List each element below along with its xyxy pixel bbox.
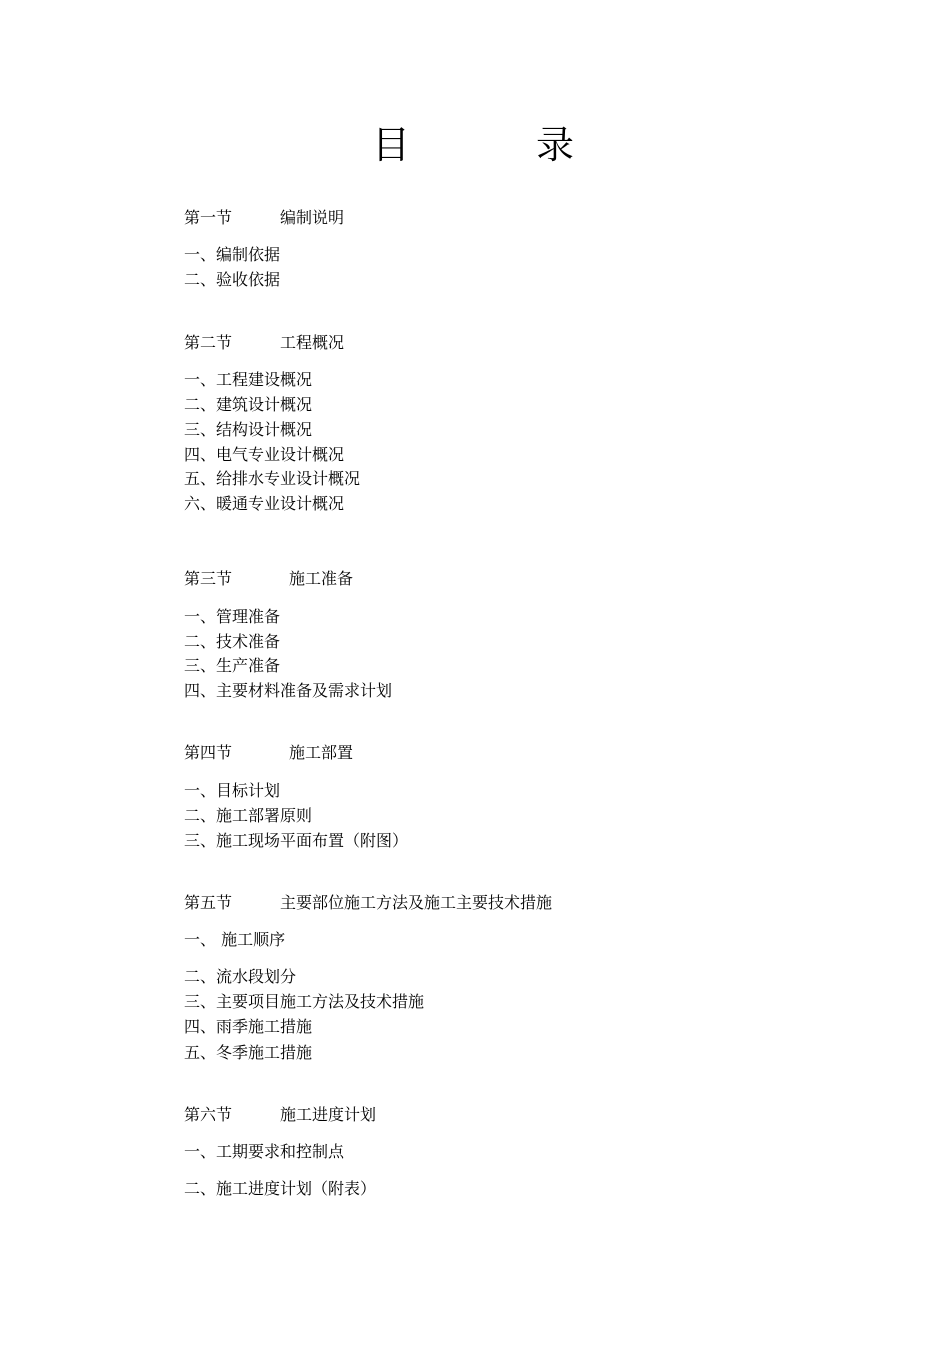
toc-item: 一、目标计划	[184, 781, 281, 800]
toc-item: 二、验收依据	[184, 270, 281, 289]
section-number: 第三节	[184, 569, 233, 588]
toc-item: 六、暖通专业设计概况	[184, 494, 345, 513]
toc-item: 三、主要项目施工方法及技术措施	[184, 992, 425, 1011]
section-number: 第六节	[184, 1105, 233, 1124]
section-title: 施工准备	[289, 569, 354, 588]
toc-item: 一、编制依据	[184, 245, 281, 264]
section-heading-5	[184, 892, 553, 914]
section-title: 施工部置	[289, 743, 354, 762]
toc-item: 二、技术准备	[184, 632, 281, 651]
section-heading-6	[184, 1104, 377, 1126]
section-heading-1	[184, 207, 345, 229]
toc-item: 三、生产准备	[184, 656, 281, 675]
section-number: 第二节	[184, 333, 233, 352]
section-heading-4	[184, 742, 354, 764]
toc-item: 一、工期要求和控制点	[184, 1142, 345, 1161]
toc-item: 二、流水段划分	[184, 967, 297, 986]
title-char-2: 录	[536, 123, 575, 167]
title-char-1: 目	[372, 123, 411, 167]
toc-item: 一、工程建设概况	[184, 370, 313, 389]
toc-item: 五、给排水专业设计概况	[184, 469, 361, 488]
toc-item: 二、建筑设计概况	[184, 395, 313, 414]
toc-item: 一、 施工顺序	[184, 930, 286, 949]
section-number: 第一节	[184, 208, 233, 227]
toc-item: 四、主要材料准备及需求计划	[184, 681, 393, 700]
toc-item: 三、施工现场平面布置（附图）	[184, 831, 409, 850]
section-title: 工程概况	[280, 333, 345, 352]
toc-item: 二、施工部署原则	[184, 806, 313, 825]
toc-item: 一、管理准备	[184, 607, 281, 626]
section-heading-3	[184, 568, 354, 590]
section-title: 编制说明	[280, 208, 345, 227]
toc-item: 四、电气专业设计概况	[184, 445, 345, 464]
toc-item: 三、结构设计概况	[184, 420, 313, 439]
section-number: 第四节	[184, 743, 233, 762]
section-title: 施工进度计划	[280, 1105, 377, 1124]
toc-item: 四、雨季施工措施	[184, 1017, 313, 1036]
section-title: 主要部位施工方法及施工主要技术措施	[280, 893, 553, 912]
section-heading-2	[184, 332, 345, 354]
toc-item: 五、冬季施工措施	[184, 1043, 313, 1062]
toc-item: 二、施工进度计划（附表）	[184, 1179, 377, 1198]
section-number: 第五节	[184, 893, 233, 912]
